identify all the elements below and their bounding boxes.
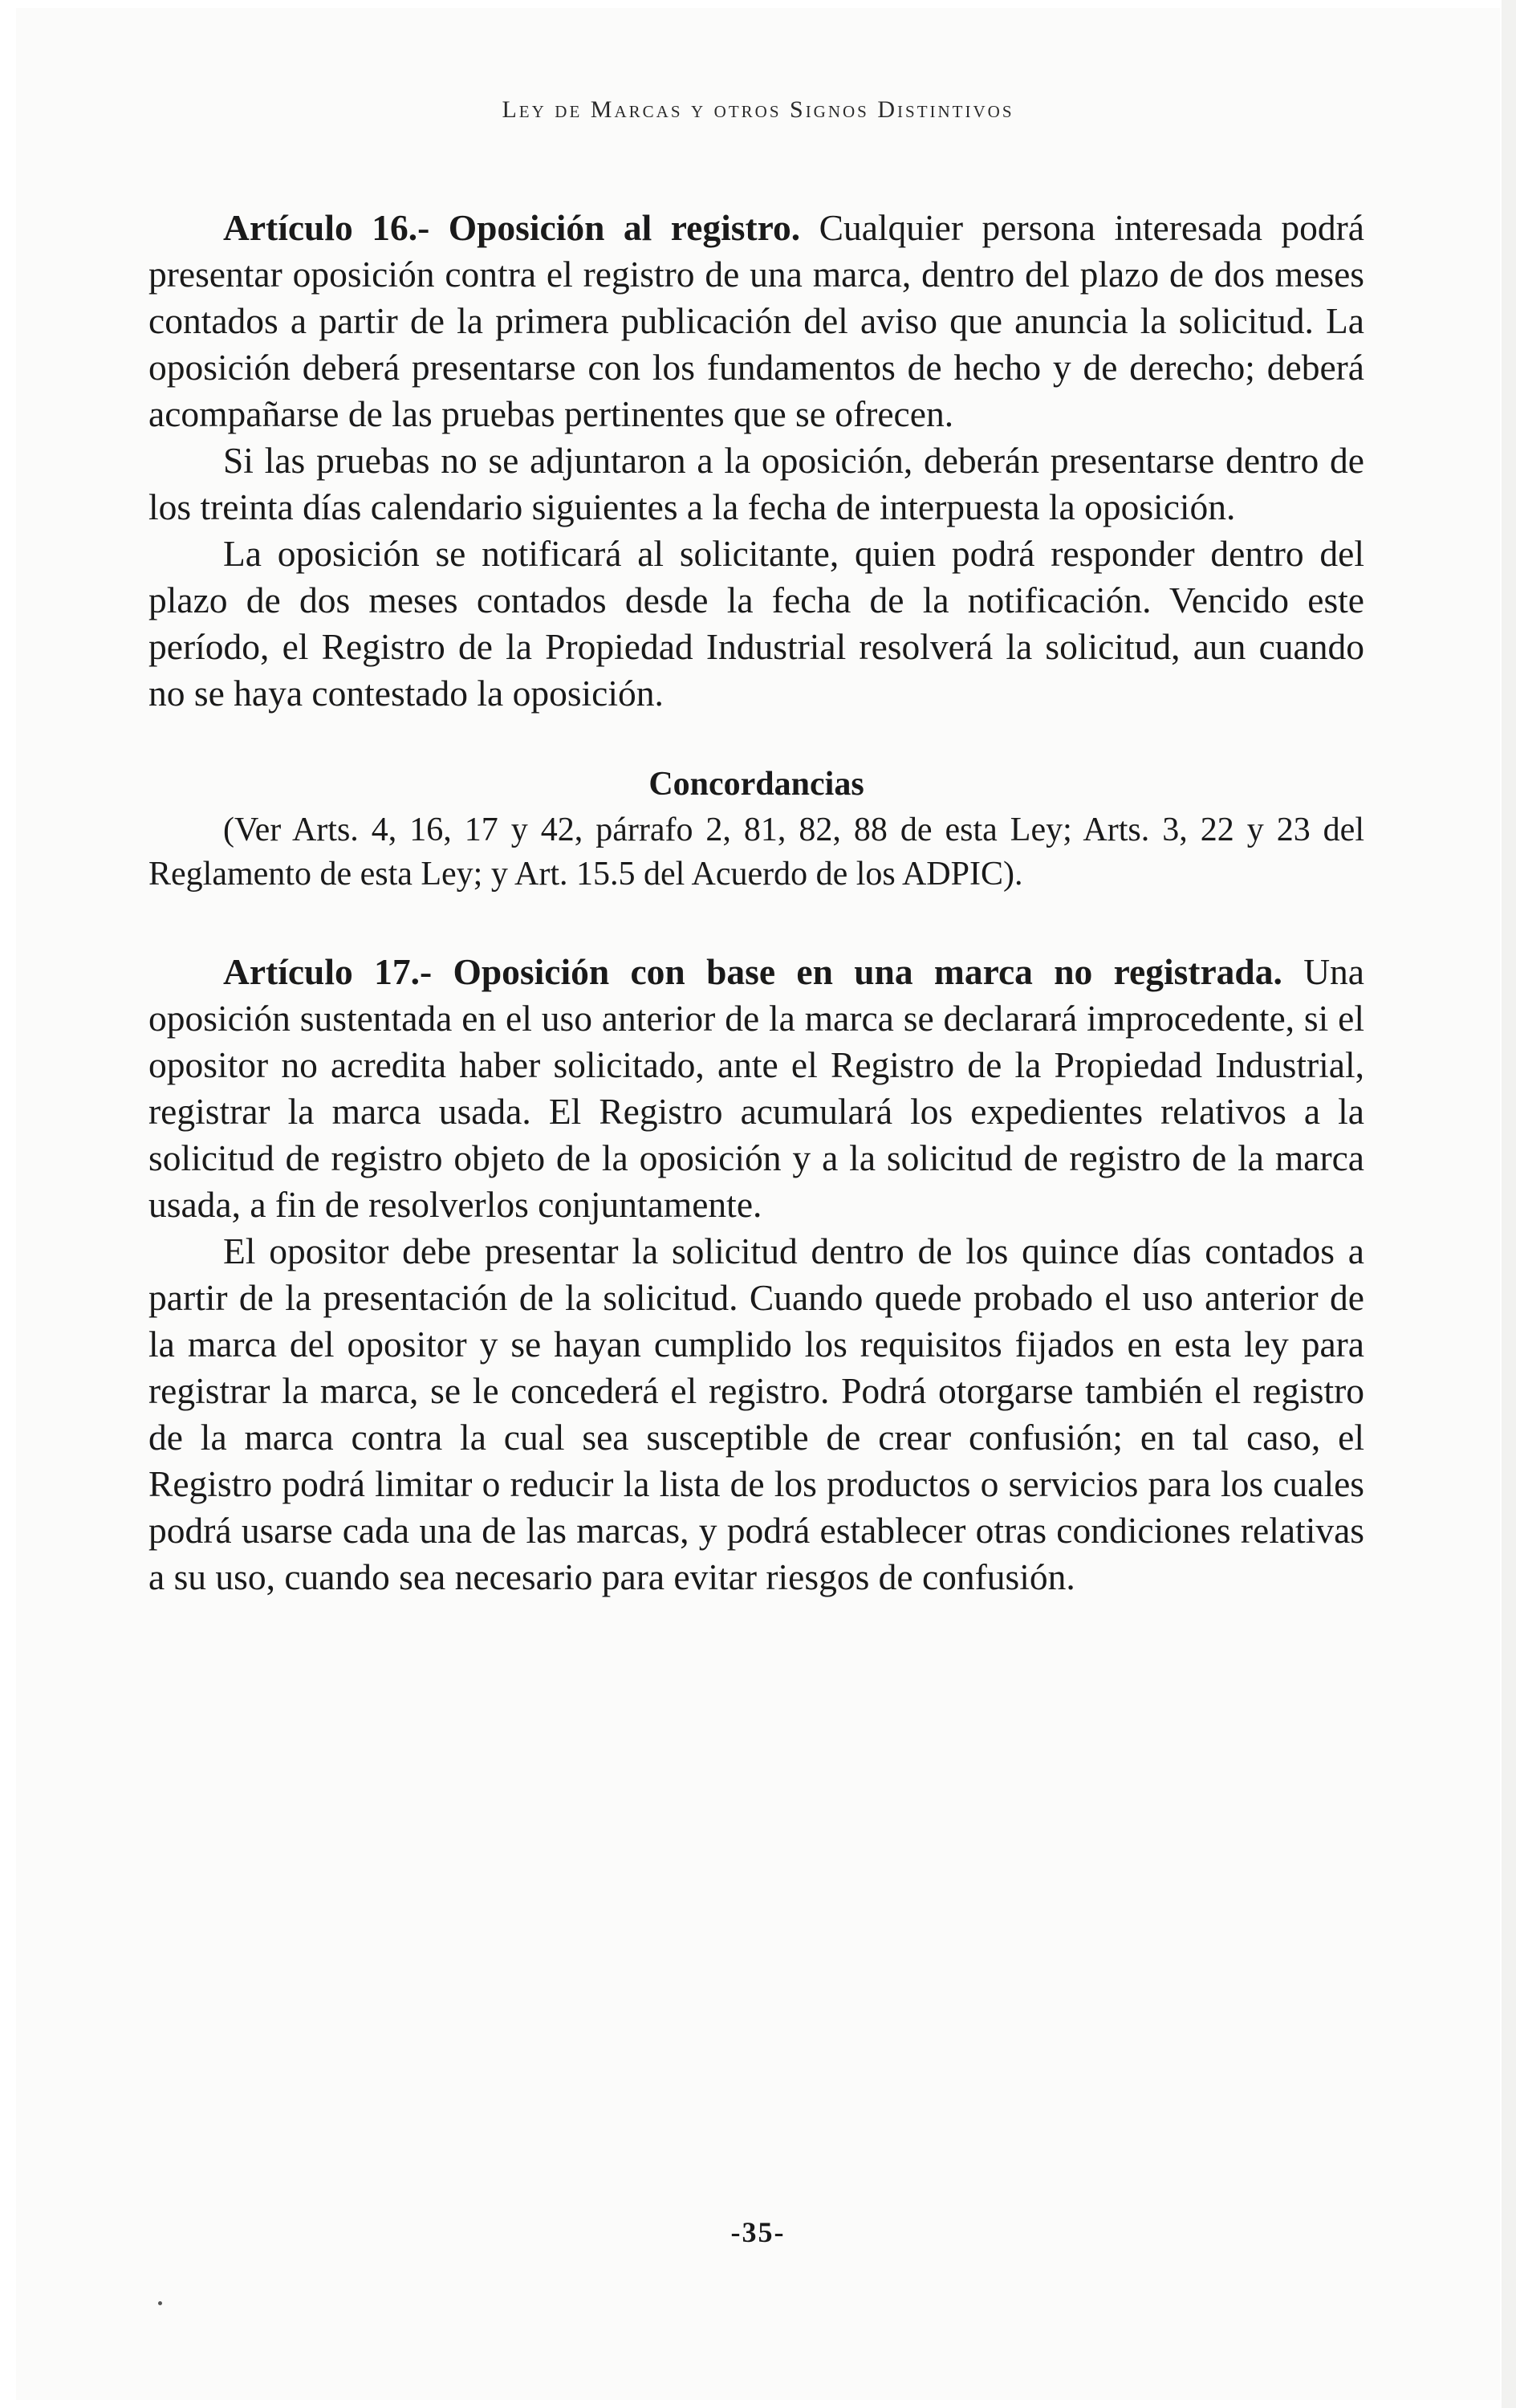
article-17-title: Artículo 17.- Oposición con base en una marca no registrada. — [223, 951, 1282, 992]
article-16-text-1: Cualquier persona interesada podrá presentar oposición contra el registro de una marca, dentro del plazo de dos meses contados a partir de la primera publicación del aviso que anuncia la solicitud. La oposición deberá presentarse con los fundamentos de hecho y de derecho; deberá acompañarse de las pruebas pertinentes que se ofrecen. — [148, 207, 1364, 434]
page-edge — [1502, 0, 1516, 2408]
concordancias-text: (Ver Arts. 4, 16, 17 y 42, párrafo 2, 81, 82, 88 de esta Ley; Arts. 3, 22 y 23 del Reglamento de esta Ley; y Art. 15.5 del Acuerdo de los ADPIC). — [148, 811, 1364, 893]
article-17-text-1: Una oposición sustentada en el uso anterior de la marca se declarará improcedente, si el opositor no acredita haber solicitado, ante el Registro de la Propiedad Industrial, registrar la marca usada. El Registro acumulará los expedientes relativos a la solicitud de registro objeto de la oposición y a la solicitud de registro de la marca usada, a fin de resolverlos conjuntamente. — [148, 951, 1364, 1225]
article-16-title: Artículo 16.- Oposición al registro. — [223, 207, 801, 248]
article-16-paragraph-1 — [148, 205, 1364, 437]
concordancias-block — [148, 763, 1364, 897]
article-17-paragraph-1 — [148, 949, 1364, 1228]
ink-speck — [158, 2301, 162, 2305]
article-16-paragraph-3: La oposición se notificará al solicitante, quien podrá responder dentro del plazo de dos meses contados desde la fecha de la notificación. Vencido este período, el Registro de la Propiedad Industrial resolverá la solicitud, aun cuando no se haya contestado la oposición. — [148, 533, 1364, 714]
page-number: -35- — [730, 2216, 786, 2248]
section-spacer — [148, 897, 1364, 949]
running-head: Ley de Marcas y otros Signos Distintivos — [502, 96, 1014, 123]
page-content — [148, 205, 1364, 1601]
article-17-paragraph-2: El opositor debe presentar la solicitud dentro de los quince días contados a partir de la presentación de la solicitud. Cuando quede probado el uso anterior de la marca del opositor y se hayan cumplido los requisitos fijados en esta ley para registrar la marca, se le concederá el registro. Podrá otorgarse también el registro de la marca contra la cual sea susceptible de crear confusión; en tal caso, el Registro podrá limitar o reducir la lista de los productos o servicios para los cuales podrá usarse cada una de las marcas, y podrá establecer otras condiciones relativas a su uso, cuando sea necesario para evitar riesgos de confusión. — [148, 1230, 1364, 1597]
article-16-paragraph-2: Si las pruebas no se adjuntaron a la oposición, deberán presentarse dentro de los treinta días calendario siguientes a la fecha de interpuesta la oposición. — [148, 440, 1364, 527]
concordancias-heading: Concordancias — [648, 766, 864, 803]
